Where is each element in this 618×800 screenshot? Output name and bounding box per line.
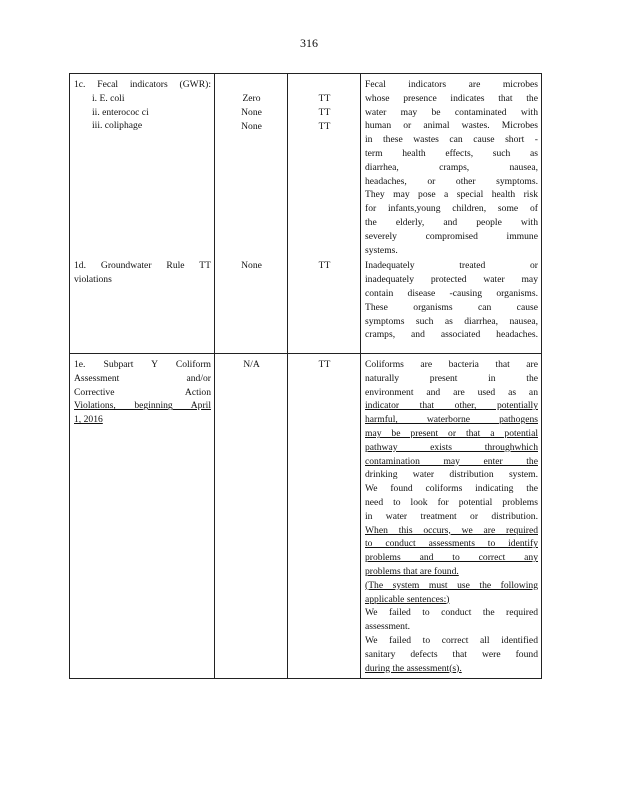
coliform-effects-underlined: indicator that other, potentially bbox=[365, 400, 538, 412]
fecal-effects-line: human or animal wastes. Microbes bbox=[365, 120, 538, 132]
fecal-effects-line: in these wastes can cause short - bbox=[365, 134, 538, 146]
fecal-effects-line: whose presence indicates that the bbox=[365, 92, 538, 104]
coliform-effects-line: drinking water distribution system. bbox=[365, 469, 538, 481]
page-number: 316 bbox=[300, 36, 318, 50]
fecal-item: i. E. coli bbox=[92, 92, 125, 104]
coliform-effects-underlined: contamination may enter the bbox=[365, 455, 538, 467]
table-row-coliform-assessment bbox=[70, 354, 542, 679]
fecal-effects-line: Fecal indicators are microbes bbox=[365, 79, 538, 90]
mclg-cell bbox=[215, 74, 288, 354]
fecal-effects-line: term health effects, such as bbox=[365, 147, 538, 159]
mcl-value: TT bbox=[318, 260, 331, 272]
coliform-effects-line: sanitary defects that were found bbox=[365, 648, 538, 660]
groundwater-effects-line: inadequately protected water may bbox=[365, 274, 538, 286]
contaminant-cell bbox=[70, 354, 215, 679]
fecal-effects-line: They may pose a special health risk bbox=[365, 189, 538, 201]
coliform-title-underlined: 1, 2016 bbox=[74, 414, 103, 426]
table-row-fecal-groundwater bbox=[70, 74, 542, 354]
coliform-effects-line: Coliforms are bacteria that are bbox=[365, 359, 538, 370]
fecal-effects-line: severely compromised immune bbox=[365, 230, 538, 242]
groundwater-title-cont: violations bbox=[74, 273, 112, 285]
fecal-effects-line: systems. bbox=[365, 244, 398, 256]
health-effects-cell bbox=[361, 74, 542, 354]
contaminant-cell bbox=[70, 74, 215, 354]
coliform-effects-underlined: problems and to correct any bbox=[365, 552, 538, 564]
coliform-effects-line: naturally present in the bbox=[365, 372, 538, 384]
fecal-item: iii. coliphage bbox=[92, 120, 143, 132]
fecal-effects-line: the elderly, and people with bbox=[365, 216, 538, 228]
groundwater-effects-line: Inadequately treated or bbox=[365, 260, 538, 272]
coliform-effects-line: We failed to conduct the required bbox=[365, 607, 538, 619]
contaminant-table bbox=[69, 73, 542, 679]
fecal-effects-line: diarrhea, cramps, nausea, bbox=[365, 161, 538, 173]
coliform-effects-underlined: problems that are found. bbox=[365, 565, 459, 577]
coliform-title: 1e. Subpart Y Coliform bbox=[74, 359, 211, 370]
coliform-effects-line: We failed to correct all identified bbox=[365, 634, 538, 646]
coliform-effects-line: in water treatment or distribution. bbox=[365, 510, 538, 522]
groundwater-effects-line: contain disease -causing organisms. bbox=[365, 287, 538, 299]
mclg-cell bbox=[215, 354, 288, 679]
fecal-indicators-title: 1c. Fecal indicators (GWR): bbox=[74, 79, 211, 90]
coliform-effects-underlined: during the assessment(s). bbox=[365, 662, 462, 674]
health-effects-cell bbox=[361, 354, 542, 679]
coliform-title-underlined: Violations, beginning April bbox=[74, 400, 211, 412]
mcl-value: TT bbox=[318, 93, 331, 104]
fecal-effects-line: headaches, or other symptoms. bbox=[365, 175, 538, 187]
mclg-value: None bbox=[241, 106, 262, 118]
mclg-value: Zero bbox=[242, 93, 261, 104]
coliform-title: Corrective Action bbox=[74, 386, 211, 398]
coliform-effects-line: assessment. bbox=[365, 621, 411, 633]
coliform-title: Assessment and/or bbox=[74, 372, 211, 384]
mcl-value: TT bbox=[318, 359, 331, 370]
coliform-effects-underlined: harmful, waterborne pathogens bbox=[365, 414, 538, 426]
fecal-effects-line: for infants,young children, some of bbox=[365, 203, 538, 215]
mclg-value: N/A bbox=[243, 359, 260, 370]
coliform-effects-underlined: applicable sentences:) bbox=[365, 593, 450, 605]
mcl-cell bbox=[288, 74, 361, 354]
mcl-cell bbox=[288, 354, 361, 679]
mclg-value: None bbox=[241, 120, 262, 132]
coliform-effects-line: need to look for potential problems bbox=[365, 496, 538, 508]
mcl-value: TT bbox=[318, 106, 331, 118]
coliform-effects-underlined: (The system must use the following bbox=[365, 579, 538, 591]
coliform-effects-line: environment and are used as an bbox=[365, 386, 538, 398]
coliform-effects-underlined: When this occurs, we are required bbox=[365, 524, 538, 536]
fecal-item: ii. enterococ ci bbox=[92, 106, 149, 118]
groundwater-title: 1d. Groundwater Rule TT bbox=[74, 260, 211, 272]
coliform-effects-line: We found coliforms indicating the bbox=[365, 483, 538, 495]
groundwater-effects-line: cramps, and associated headaches. bbox=[365, 329, 538, 341]
groundwater-effects-line: These organisms can cause bbox=[365, 301, 538, 313]
mclg-value: None bbox=[241, 260, 262, 272]
groundwater-effects-line: symptoms such as diarrhea, nausea, bbox=[365, 315, 538, 327]
coliform-effects-underlined: to conduct assessments to identify bbox=[365, 538, 538, 550]
fecal-effects-line: water may be contaminated with bbox=[365, 106, 538, 118]
coliform-effects-underlined: may be present or that a potential bbox=[365, 427, 538, 439]
mcl-value: TT bbox=[318, 120, 331, 132]
coliform-effects-underlined: pathway exists throughwhich bbox=[365, 441, 538, 453]
